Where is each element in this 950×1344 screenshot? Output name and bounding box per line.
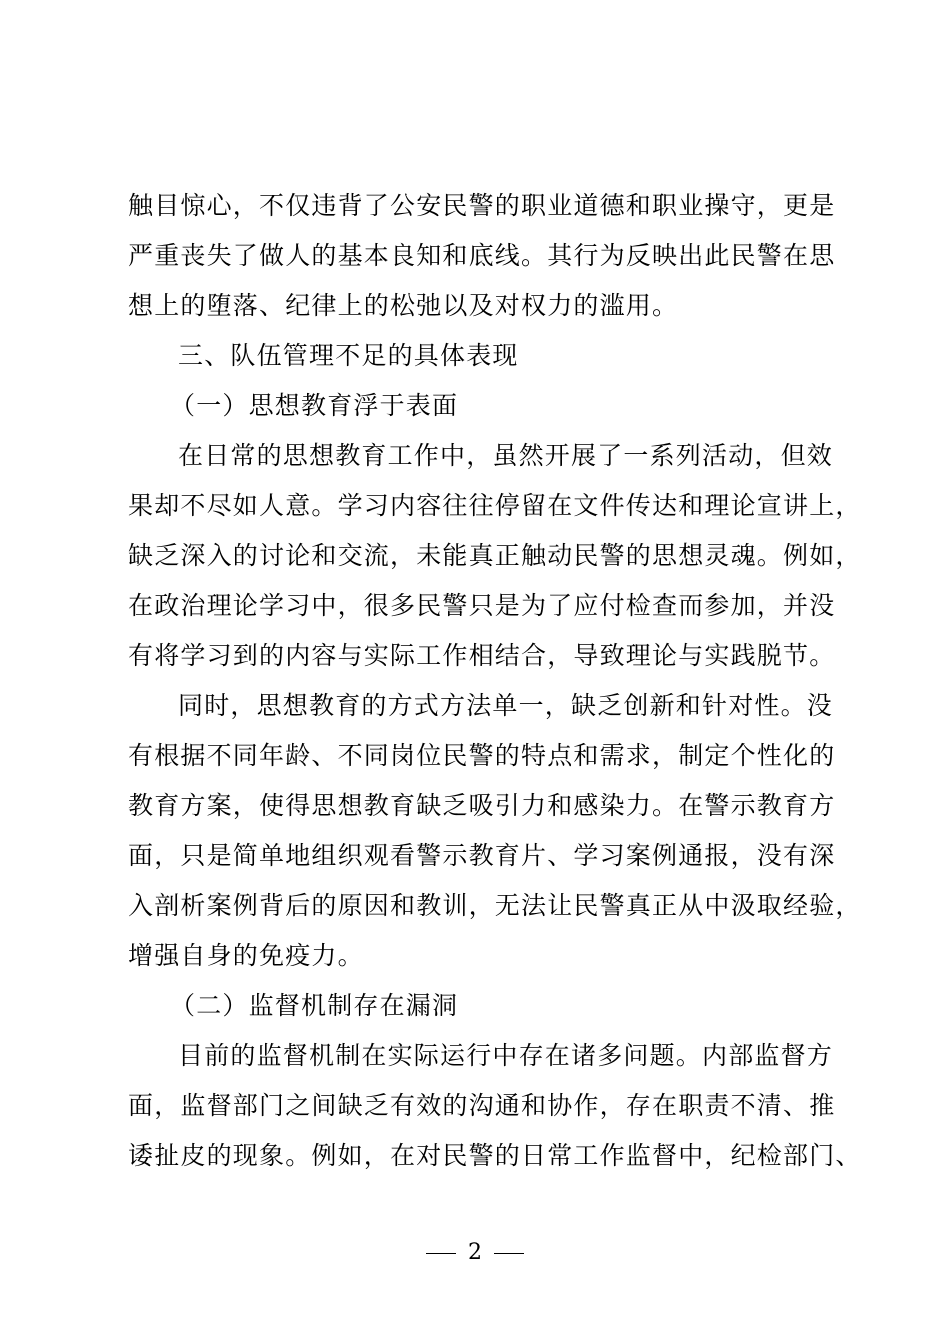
footer-dash-right [494, 1253, 524, 1254]
paragraph-line: 入剖析案例背后的原因和教训，无法让民警真正从中汲取经验， [128, 891, 862, 920]
page-footer [0, 1238, 950, 1268]
paragraph-line: 诿扯皮的现象。例如，在对民警的日常工作监督中，纪检部门、 [128, 1141, 862, 1170]
paragraph-line: 在政治理论学习中，很多民警只是为了应付检查而参加，并没 [128, 591, 836, 620]
footer-dash-left [426, 1253, 456, 1254]
paragraph-line: 在日常的思想教育工作中，虽然开展了一系列活动，但效 [178, 441, 834, 470]
paragraph-line: 同时，思想教育的方式方法单一，缺乏创新和针对性。没 [178, 691, 834, 720]
paragraph-line: 面，监督部门之间缺乏有效的沟通和协作，存在职责不清、推 [128, 1091, 836, 1120]
paragraph-line: 想上的堕落、纪律上的松弛以及对权力的滥用。 [128, 291, 679, 320]
subsection-heading: （一）思想教育浮于表面 [170, 391, 459, 420]
paragraph-line: 有根据不同年龄、不同岗位民警的特点和需求，制定个性化的 [128, 741, 836, 770]
subsection-heading: （二）监督机制存在漏洞 [170, 991, 459, 1020]
paragraph-line: 目前的监督机制在实际运行中存在诸多问题。内部监督方 [178, 1041, 834, 1070]
paragraph-line: 面，只是简单地组织观看警示教育片、学习案例通报，没有深 [128, 841, 836, 870]
page-number: 2 [468, 1240, 482, 1265]
paragraph-line: 缺乏深入的讨论和交流，未能真正触动民警的思想灵魂。例如， [128, 541, 862, 570]
paragraph-line: 增强自身的免疫力。 [128, 941, 364, 970]
paragraph-line: 果却不尽如人意。学习内容往往停留在文件传达和理论宣讲上， [128, 491, 862, 520]
section-heading: 三、队伍管理不足的具体表现 [178, 341, 519, 370]
paragraph-line: 严重丧失了做人的基本良知和底线。其行为反映出此民警在思 [128, 241, 836, 270]
paragraph-line: 触目惊心，不仅违背了公安民警的职业道德和职业操守，更是 [128, 191, 836, 220]
paragraph-line: 有将学习到的内容与实际工作相结合，导致理论与实践脱节。 [128, 641, 836, 670]
paragraph-line: 教育方案，使得思想教育缺乏吸引力和感染力。在警示教育方 [128, 791, 836, 820]
